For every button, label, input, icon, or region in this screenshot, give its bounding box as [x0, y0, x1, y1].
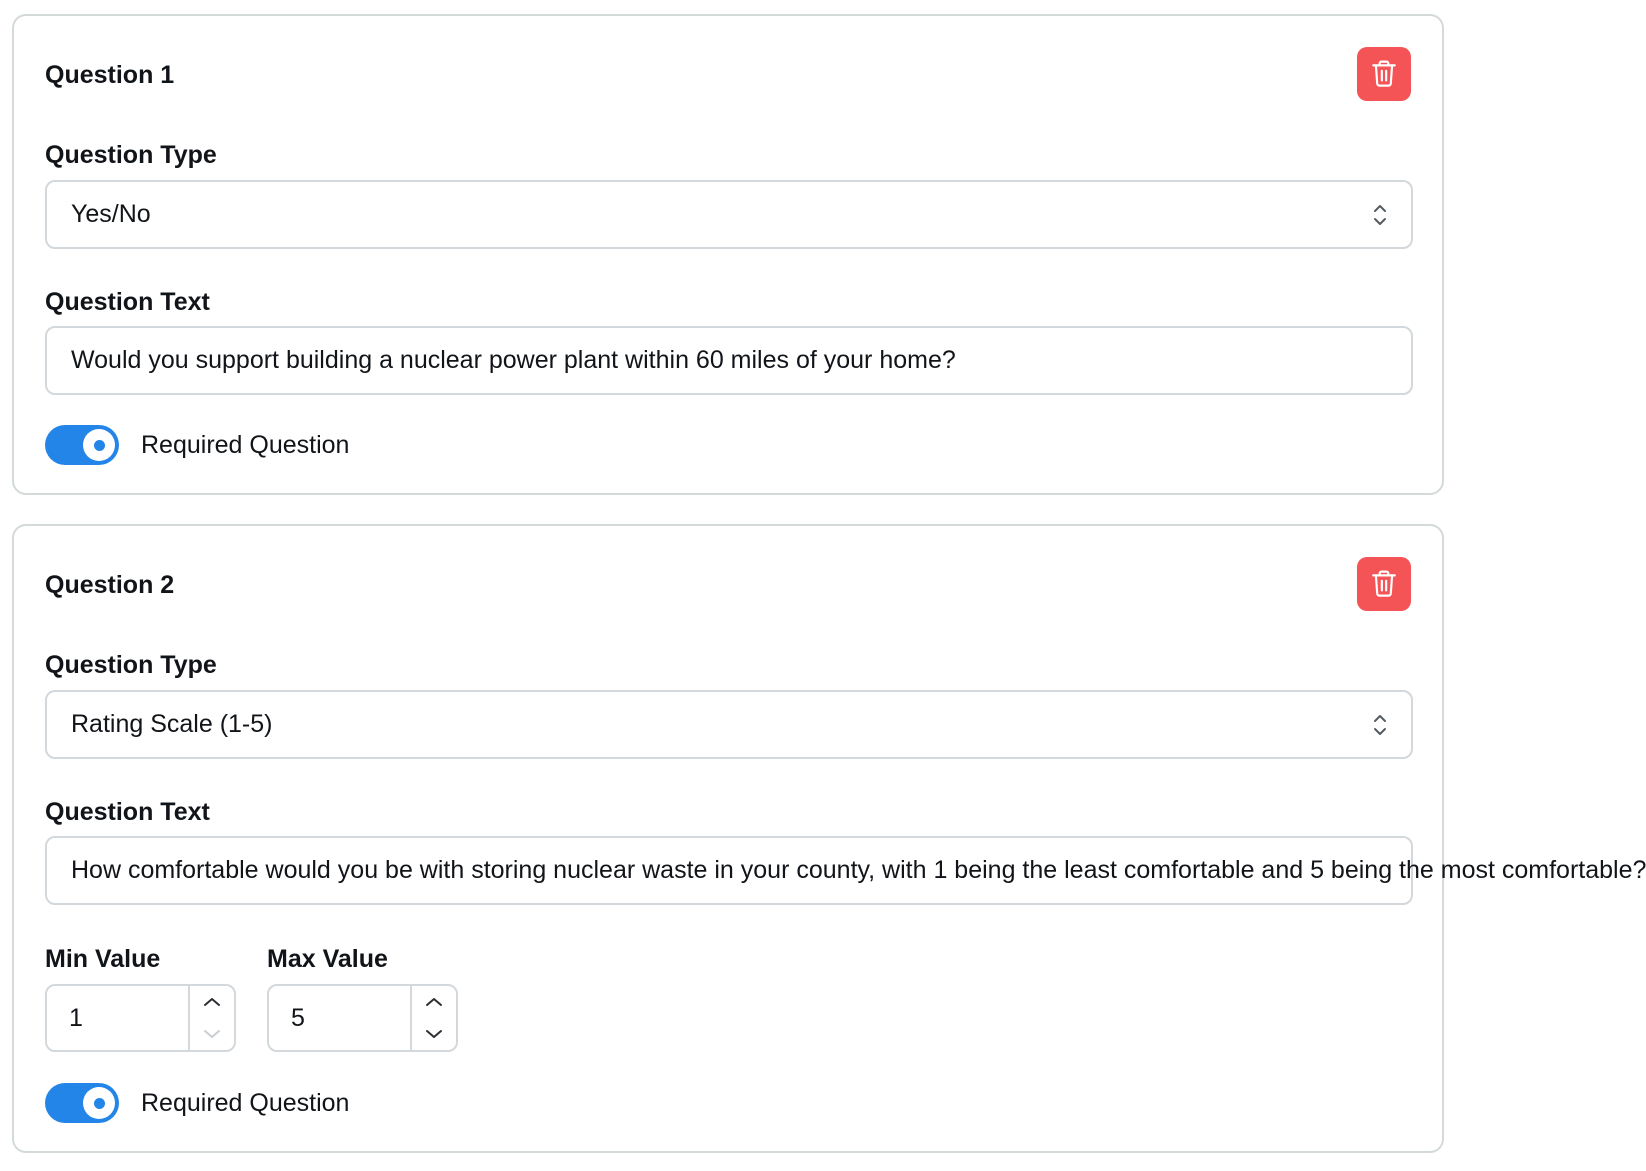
- required-toggle[interactable]: [45, 1083, 119, 1123]
- question-type-label: Question Type: [45, 651, 217, 679]
- toggle-knob: [83, 429, 115, 461]
- required-toggle[interactable]: [45, 425, 119, 465]
- delete-question-button[interactable]: [1357, 557, 1411, 611]
- question-title: Question 1: [45, 61, 175, 89]
- question-text-label: Question Text: [45, 798, 210, 826]
- question-type-label: Question Type: [45, 141, 217, 169]
- min-value-spinner: [188, 986, 234, 1050]
- required-toggle-row: [45, 1083, 349, 1123]
- chevron-up-down-icon: [1371, 711, 1389, 739]
- chevron-up-icon: [203, 996, 221, 1008]
- question-title: Question 2: [45, 571, 175, 599]
- question-text-input[interactable]: [45, 326, 1413, 395]
- chevron-up-down-icon: [1371, 201, 1389, 229]
- question-text-value: How comfortable would you be with storing nuclear waste in your county, with 1 being the least comfortable and 5 being the most comfortable?: [71, 856, 1646, 884]
- question-type-select[interactable]: [45, 690, 1413, 759]
- max-value: 5: [291, 1003, 305, 1032]
- chevron-down-icon: [203, 1028, 221, 1040]
- question-card-1: [12, 14, 1444, 495]
- max-value-label: Max Value: [267, 945, 388, 973]
- max-increment-button[interactable]: [412, 986, 456, 1018]
- min-decrement-button[interactable]: [190, 1018, 234, 1050]
- delete-question-button[interactable]: [1357, 47, 1411, 101]
- toggle-knob: [83, 1087, 115, 1119]
- question-text-input[interactable]: [45, 836, 1646, 905]
- question-text-value: Would you support building a nuclear power plant within 60 miles of your home?: [71, 346, 956, 374]
- chevron-up-icon: [425, 996, 443, 1008]
- max-value-group: [267, 944, 458, 1052]
- question-type-value: Rating Scale (1-5): [71, 710, 273, 738]
- max-value-spinner: [410, 986, 456, 1050]
- max-decrement-button[interactable]: [412, 1018, 456, 1050]
- min-value-input[interactable]: [45, 984, 236, 1052]
- required-label: Required Question: [141, 1088, 350, 1117]
- required-label: Required Question: [141, 430, 350, 459]
- question-type-value: Yes/No: [71, 200, 151, 228]
- max-value-input[interactable]: [267, 984, 458, 1052]
- min-value: 1: [69, 1003, 83, 1032]
- required-toggle-row: [45, 425, 349, 465]
- min-increment-button[interactable]: [190, 986, 234, 1018]
- question-card-2: [12, 524, 1646, 1153]
- question-text-label: Question Text: [45, 288, 210, 316]
- trash-icon: [1371, 60, 1397, 88]
- min-value-group: [45, 944, 236, 1052]
- question-type-select[interactable]: [45, 180, 1413, 249]
- min-value-label: Min Value: [45, 945, 161, 973]
- trash-icon: [1371, 570, 1397, 598]
- chevron-down-icon: [425, 1028, 443, 1040]
